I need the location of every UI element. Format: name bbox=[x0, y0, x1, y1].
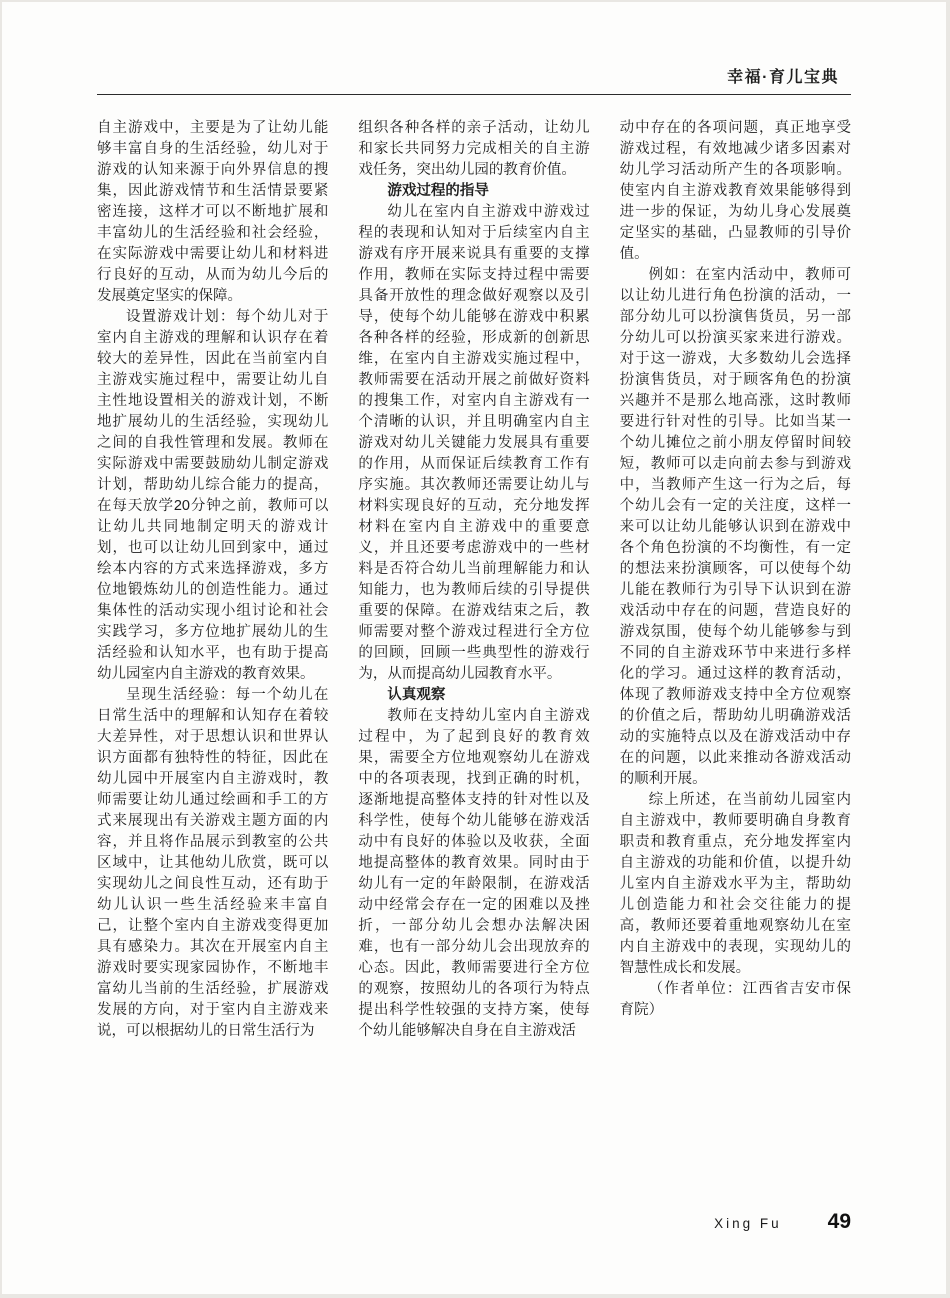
column-2 bbox=[358, 118, 589, 1042]
section-title: 幸福·育儿宝典 bbox=[727, 69, 839, 86]
paragraph: 例如：在室内活动中，教师可以让幼儿进行角色扮演的活动，一部分幼儿可以扮演售货员，另一部分幼儿可以扮演买家来进行游戏。对于这一游戏，大多数幼儿会选择扮演售货员，对于顾客角色的扮演兴趣并不是那么地高涨，这时教师要进行针对性的引导。比如当某一个幼儿摊位之前小朋友停留时间较短，教师可以走向前去参与到游戏中，当教师产生这一行为之后，每个幼儿会有一定的关注度，这样一来可以让幼儿能够认识到在游戏中各个角色扮演的不均衡性，有一定的想法来扮演顾客，可以使每个幼儿能在教师行为引导下认识到在游戏活动中存在的问题，营造良好的游戏氛围，使每个幼儿能够参与到不同的自主游戏环节中来进行多样化的学习。通过这样的教育活动，体现了教师游戏支持中全方位观察的价值之后，帮助幼儿明确游戏活动的实施特点以及在游戏活动中存在的问题，以此来推动各游戏活动的顺利开展。 bbox=[619, 267, 851, 787]
paragraph: 综上所述，在当前幼儿园室内自主游戏中，教师要明确自身教育职责和教育重点，充分地发挥室内自主游戏的功能和价值，以提升幼儿室内自主游戏水平为主，帮助幼儿创造能力和社会交往能力的提高，教师还要着重地观察幼儿在室内自主游戏中的表现，实现幼儿的智慧性成长和发展。 bbox=[619, 792, 851, 976]
paragraph-continuation: 动中存在的各项问题，真正地享受游戏过程，有效地减少诸多因素对幼儿学习活动所产生的各项影响。使室内自主游戏教育效果能够得到进一步的保证，为幼儿身心发展奠定坚实的基础，凸显教师的引导价值。 bbox=[619, 120, 851, 262]
subsection-heading: 认真观察 bbox=[387, 687, 446, 703]
author-affiliation: （作者单位：江西省吉安市保育院） bbox=[619, 981, 851, 1018]
page-number: 49 bbox=[827, 1210, 851, 1233]
column-1 bbox=[97, 118, 328, 1042]
footer-magazine-name: Xing Fu bbox=[714, 1216, 782, 1231]
paragraph: 设置游戏计划：每个幼儿对于室内自主游戏的理解和认识存在着较大的差异性，因此在当前室内自主游戏实施过程中，需要让幼儿自主性地设置相关的游戏计划，不断地扩展幼儿的生活经验，实现幼儿之间的自我性管理和发展。教师在实际游戏中需要鼓励幼儿制定游戏计划，帮助幼儿综合能力的提高，在每天放学20分钟之前，教师可以让幼儿共同地制定明天的游戏计划，也可以让幼儿回到家中，通过绘本内容的方式来选择游戏，多方位地锻炼幼儿的创造性能力。通过集体性的活动实现小组讨论和社会实践学习，多方位地扩展幼儿的生活经验和认知水平，也有助于提高幼儿园室内自主游戏的教育效果。 bbox=[97, 309, 329, 682]
page-header bbox=[2, 2, 946, 95]
paragraph-continuation: 自主游戏中，主要是为了让幼儿能够丰富自身的生活经验，幼儿对于游戏的认知来源于向外界信息的搜集，因此游戏情节和生活情景要紧密连接，这样才可以不断地扩展和丰富幼儿的生活经验和社会经验，在实际游戏中需要让幼儿和材料进行良好的互动，从而为幼儿今后的发展奠定坚实的保障。 bbox=[97, 120, 329, 304]
paragraph: 幼儿在室内自主游戏中游戏过程的表现和认知对于后续室内自主游戏有序开展来说具有重要的支撑作用，教师在实际支持过程中需要具备开放性的理念做好观察以及引导，使每个幼儿能够在游戏中积累各种各样的经验，形成新的创新思维，在室内自主游戏实施过程中，教师需要在活动开展之前做好资料的搜集工作，对室内自主游戏有一个清晰的认识，并且明确室内自主游戏对幼儿关键能力发展具有重要的作用，从而保证后续教育工作有序实施。其次教师还需要让幼儿与材料实现良好的互动，充分地发挥材料在室内自主游戏中的重要意义，并且还要考虑游戏中的一些材料是否符合幼儿当前理解能力和认知能力，也为教师后续的引导提供重要的保障。在游戏结束之后，教师需要对整个游戏过程进行全方位的回顾，回顾一些典型性的游戏行为，从而提高幼儿园教育水平。 bbox=[358, 204, 590, 682]
paragraph: 教师在支持幼儿室内自主游戏过程中，为了起到良好的教育效果，需要全方位地观察幼儿在游戏中的各项表现，找到正确的时机，逐渐地提高整体支持的针对性以及科学性，使每个幼儿能够在游戏活动中有良好的体验以及收获，全面地提高整体的教育效果。同时由于幼儿有一定的年龄限制，在游戏活动中经常会存在一定的困难以及挫折，一部分幼儿会想办法解决困难，也有一部分幼儿会出现放弃的心态。因此，教师需要进行全方位的观察，按照幼儿的各项行为特点提出科学性较强的支持方案，使每个幼儿能够解决自身在自主游戏活 bbox=[358, 708, 590, 1039]
page-footer bbox=[714, 1210, 851, 1234]
subsection-heading: 游戏过程的指导 bbox=[387, 183, 489, 199]
paragraph-continuation: 组织各种各样的亲子活动，让幼儿和家长共同努力完成相关的自主游戏任务，突出幼儿园的教育价值。 bbox=[358, 120, 590, 178]
column-3 bbox=[620, 118, 851, 1042]
article-body bbox=[2, 95, 946, 1042]
paragraph: 呈现生活经验：每一个幼儿在日常生活中的理解和认知存在着较大差异性，对于思想认识和世界认识方面都有独特性的特征，因此在幼儿园中开展室内自主游戏时，教师需要让幼儿通过绘画和手工的方式来展现出有关游戏主题方面的内容，并且将作品展示到教室的公共区域中，让其他幼儿欣赏，既可以实现幼儿之间良性互动，还有助于幼儿认识一些生活经验来丰富自己，让整个室内自主游戏变得更加具有感染力。其次在开展室内自主游戏时要实现家园协作，不断地丰富幼儿当前的生活经验，扩展游戏发展的方向，对于室内自主游戏来说，可以根据幼儿的日常生活行为 bbox=[97, 687, 329, 1039]
magazine-page bbox=[2, 2, 946, 1294]
